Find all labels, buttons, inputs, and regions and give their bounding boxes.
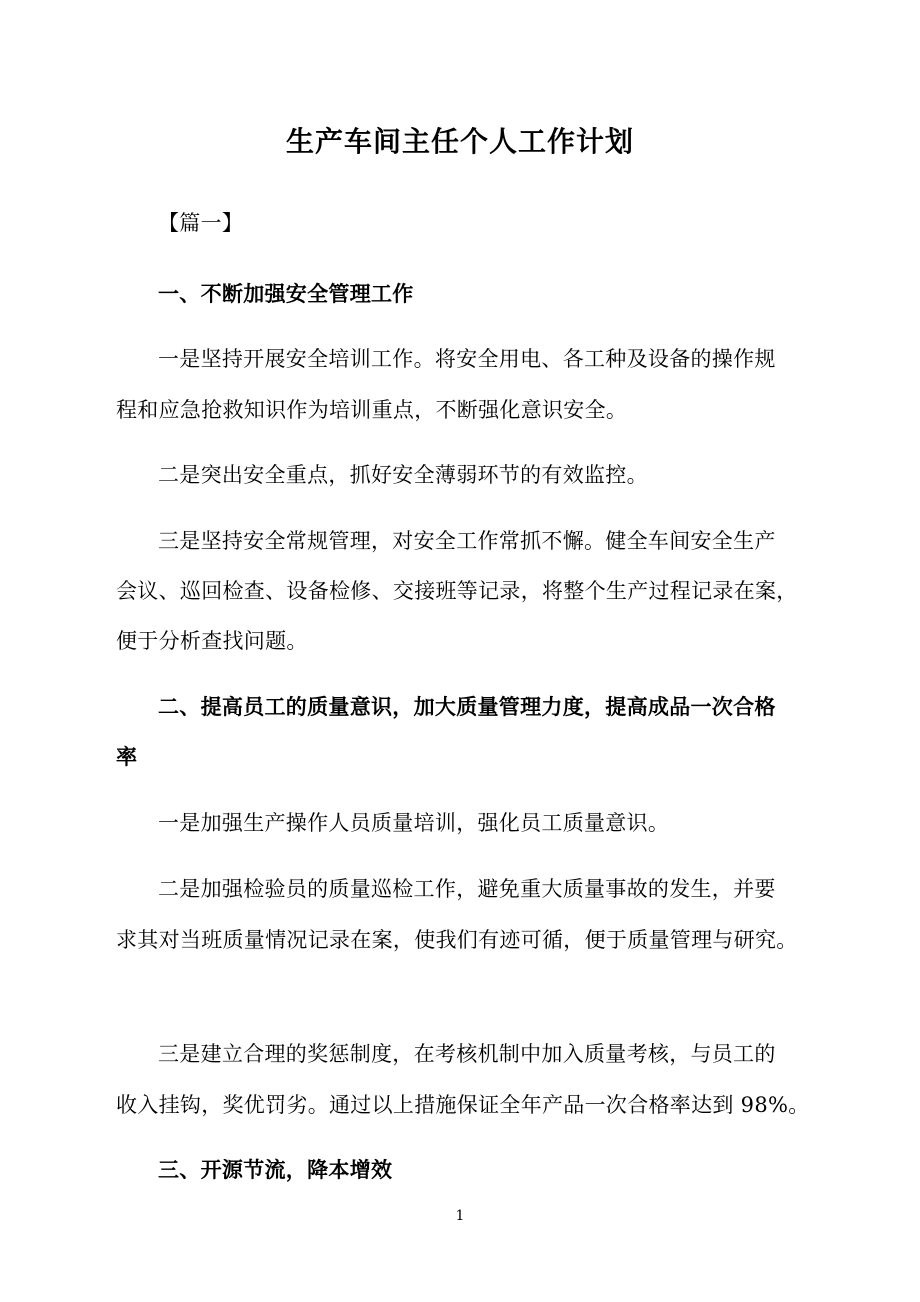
heading-quality-awareness-line-2: 率 [116,745,138,769]
paragraph-routine-management-line-1: 三是坚持安全常规管理，对安全工作常抓不懈。健全车间安全生产 [158,529,776,553]
paragraph-safety-training-line-1: 一是坚持开展安全培训工作。将安全用电、各工种及设备的操作规 [158,347,776,371]
page-number: 1 [455,1208,465,1224]
paragraph-routine-management-line-2: 会议、巡回检查、设备检修、交接班等记录，将整个生产过程记录在案， [116,579,798,603]
heading-quality-awareness-line-1: 二、提高员工的质量意识，加大质量管理力度，提高成品一次合格 [158,695,776,719]
heading-safety-management: 一、不断加强安全管理工作 [158,282,414,306]
paragraph-quality-training: 一是加强生产操作人员质量培训，强化员工质量意识。 [158,811,670,835]
paragraph-reward-system-line-1: 三是建立合理的奖惩制度，在考核机制中加入质量考核，与员工的 [158,1042,776,1066]
paragraph-safety-training-line-2: 程和应急抢救知识作为培训重点，不断强化意识安全。 [116,398,628,422]
document-title: 生产车间主任个人工作计划 [285,125,634,158]
paragraph-routine-management-line-3: 便于分析查找问题。 [116,629,308,653]
paragraph-reward-system-line-2: 收入挂钩，奖优罚劣。通过以上措施保证全年产品一次合格率达到 98%。 [116,1093,810,1117]
section-tag: 【篇一】 [158,211,244,235]
paragraph-safety-focus: 二是突出安全重点，抓好安全薄弱环节的有效监控。 [158,463,648,487]
heading-cost-reduction: 三、开源节流，降本增效 [158,1158,393,1182]
paragraph-quality-inspection-line-1: 二是加强检验员的质量巡检工作，避免重大质量事故的发生，并要 [158,877,776,901]
paragraph-quality-inspection-line-2: 求其对当班质量情况记录在案，使我们有迹可循，便于质量管理与研究。 [116,928,798,952]
